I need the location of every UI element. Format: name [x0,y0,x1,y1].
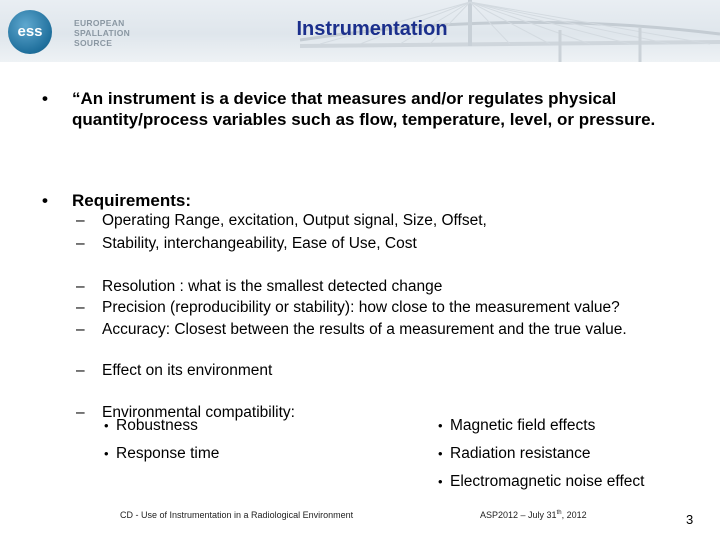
env-item-text: Magnetic field effects [450,417,596,434]
sub-item-text: Stability, interchangeability, Ease of Use, Cost [102,235,417,252]
sub-item-marker: – [76,362,85,379]
sub-item-text: Environmental compatibility: [102,404,295,421]
bullet-text: “An instrument is a device that measures and/or regulates physical quantity/process variables such as flow, temperature, level, or pressure. [72,89,656,129]
logo-line: EUROPEAN [74,18,125,28]
sub-item-text: Operating Range, excitation, Output signal, Size, Offset, [102,212,487,229]
logo-line: SOURCE [74,38,113,48]
sub-item-text: Precision (reproducibility or stability): how close to the measurement value? [102,299,620,316]
slide-title: Instrumentation [296,18,448,40]
ess-logo [8,10,148,54]
env-item-text: Response time [116,445,220,462]
sub-item-marker: – [76,235,85,252]
bullet-text: Requirements: [72,191,192,210]
footer-presentation-title: CD - Use of Instrumentation in a Radiological Environment [120,510,354,520]
ess-logo-mark: ess [8,10,52,54]
sub-item-marker: – [76,321,85,338]
sub-item-text: Effect on its environment [102,362,273,379]
bullet-marker: • [42,191,48,210]
env-item-marker: • [104,418,109,433]
env-item-marker: • [104,446,109,461]
env-item-marker: • [438,474,443,489]
bullet-marker: • [42,89,48,108]
env-item-marker: • [438,446,443,461]
bullet-definition [42,88,718,154]
footer-event-date [480,510,587,520]
sub-item-marker: – [76,299,85,316]
env-item-text: Radiation resistance [450,445,591,462]
page-number: 3 [686,512,694,527]
sub-item-marker: – [76,404,85,421]
logo-line: SPALLATION [74,28,131,38]
footer-date-sup: th [556,510,562,516]
ess-logo-text [74,18,130,48]
sub-item-text: Accuracy: Closest between the results of a measurement and the true value. [102,321,627,338]
env-item-text: Electromagnetic noise effect [450,473,645,490]
env-item-marker: • [438,418,443,433]
sub-item-text: Resolution : what is the smallest detected change [102,278,443,295]
bullet-requirements [42,190,342,212]
footer-date-prefix: ASP2012 – July 31 [480,510,557,520]
sub-item-marker: – [76,212,85,229]
header-banner [0,0,720,62]
footer-date-suffix: , 2012 [561,510,587,520]
env-item-text: Robustness [116,417,198,434]
sub-item-marker: – [76,278,85,295]
